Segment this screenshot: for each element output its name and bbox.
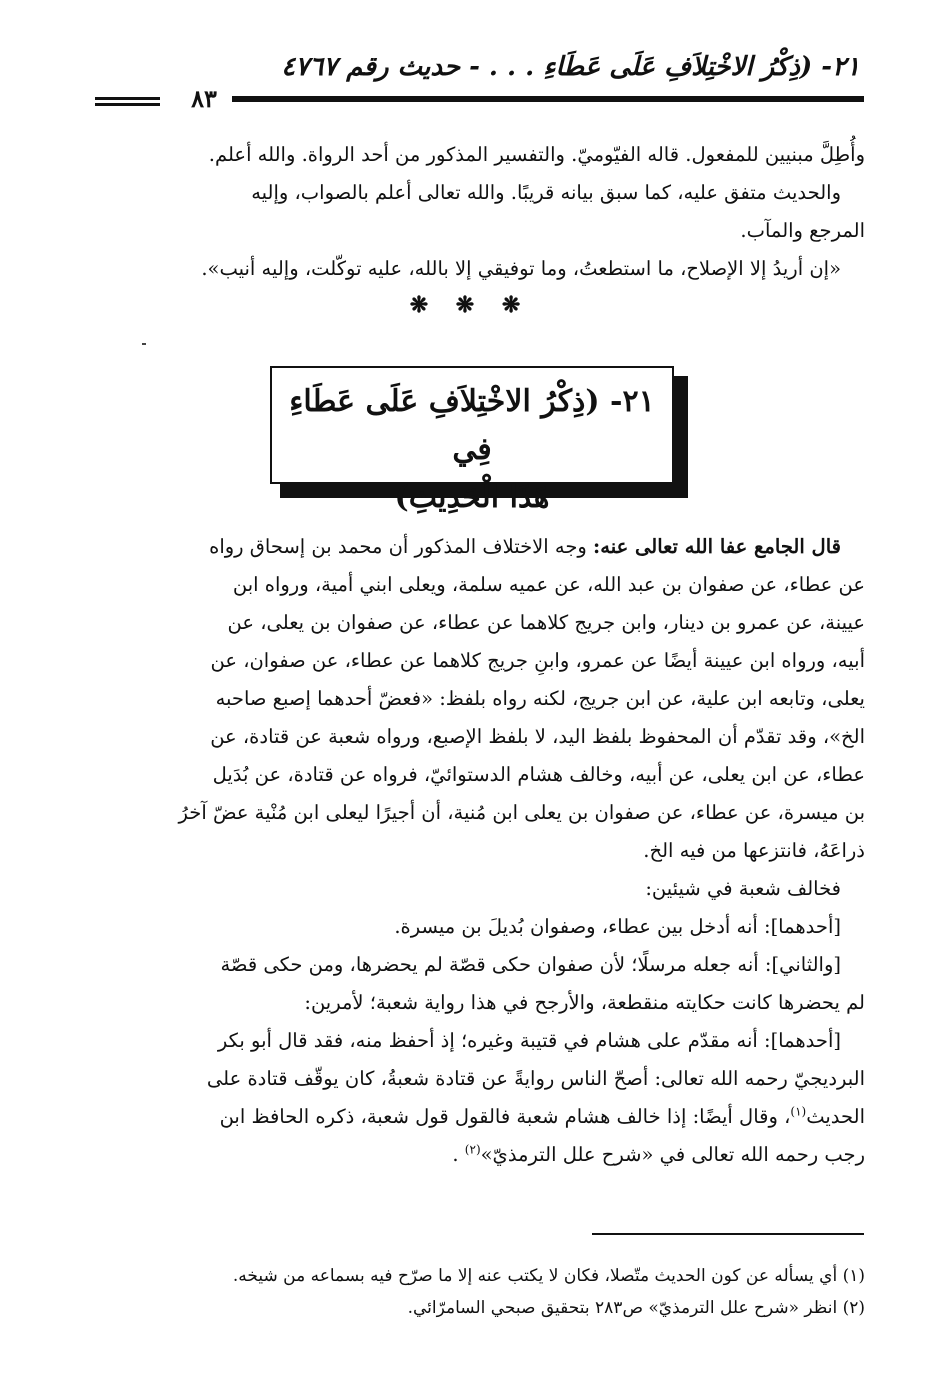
footnote-ref[interactable]: (١) [790, 1104, 807, 1119]
stray-mark [142, 343, 146, 345]
text-line: والحديث متفق عليه، كما سبق بيانه قريبًا. والله تعالى أعلم بالصواب، وإليه [251, 181, 841, 204]
text-line: [أحدهما]: أنه أدخل بين عطاء، وصفوان بُديلَ بن ميسرة. [394, 915, 841, 938]
text-line: بن ميسرة، عن عطاء، عن صفوان بن يعلى ابن مُنية، أن أجيرًا ليعلى ابن مُنْية عضّ آخرُ [178, 801, 865, 824]
text-line: عن عطاء، عن صفوان بن عبد الله، عن عميه سلمة، ويعلى ابني أمية، ورواه ابن [232, 573, 865, 596]
text-line: وأُطِلَّ مبنيين للمفعول. قاله الفيّوميّ. والتفسير المذكور من أحد الرواة. والله أعلم. [208, 143, 865, 166]
footnote-ref[interactable]: (٢) [464, 1142, 481, 1157]
closing-quote-line: «إن أريدُ إلا الإصلاح، ما استطعتُ، وما توفيقي إلا بالله، عليه توكّلت، وإليه أنيب». [201, 257, 841, 280]
text-span: الحديث [806, 1105, 865, 1128]
page-number-rule [95, 97, 160, 106]
text-line: المرجع والمآب. [740, 219, 865, 242]
footnote: (٢) انظر «شرح علل الترمذيّ» ص٢٨٣ بتحقيق صبحي السامرّائي. [407, 1298, 865, 1318]
chapter-title-line: هَذَا الْحَدِيثِ) [394, 480, 550, 515]
chapter-title-box [270, 366, 674, 515]
text-span: ، وقال أيضًا: إذا خالف هشام شعبة فالقول قول شعبة، ذكره الحافظ ابن [219, 1105, 791, 1128]
text-line [95, 1098, 865, 1136]
text-span: . [452, 1143, 465, 1166]
main-paragraphs [95, 528, 865, 1174]
text-line: ذراعَهُ، فانتزعها من فيه الخ. [643, 839, 865, 862]
top-paragraphs [95, 136, 865, 288]
text-line: [أحدهما]: أنه مقدّم على هشام في قتيبة وغيره؛ إذ أحفظ منه، فقد قال أبو بكر [217, 1029, 841, 1052]
text-line: أبيه، ورواه ابن عيينة أيضًا عن عمرو، وابنِ جريج كلاهما عن عطاء، عن صفوان، عن [210, 649, 865, 672]
text-line: الخ»، وقد تقدّم أن المحفوظ بلفظ اليد، لا بلفظ الإصبع، ورواه شعبة عن قتادة، عن [210, 725, 865, 748]
text-line: [والثاني]: أنه جعله مرسلًا؛ لأن صفوان حكى قصّة لم يحضرها، ومن حكى قصّة [220, 953, 841, 976]
section-separator: ❋ ❋ ❋ [409, 292, 531, 318]
text-line: عيينة، عن عمرو بن دينار، وابن جريج كلاهما عن عطاء، عن صفوان بن يعلى، عن [227, 611, 865, 634]
lead-line [95, 528, 865, 566]
text-line: يعلى، وتابعه ابن علية، عن ابن جريج، لكنه رواه بلفظ: «فعضّ أحدهما إصبع صاحبه [215, 687, 865, 710]
lead-text: وجه الاختلاف المذكور أن محمد بن إسحاق رواه [209, 535, 594, 558]
footnotes [95, 1260, 865, 1324]
text-line [95, 1136, 865, 1174]
text-line: عطاء، عن ابن يعلى، عن أبيه، وخالف هشام الدستوائيّ، فرواه عن قتادة، عن بُدَيل [212, 763, 865, 786]
text-line: فخالف شعبة في شيئين: [645, 877, 841, 900]
footnote-rule [592, 1233, 864, 1235]
text-line: البرديجيّ رحمه الله تعالى: أصحّ الناس روايةً عن قتادة شعبةُ، كان يوقّف قتادة على [206, 1067, 865, 1090]
footnote: (١) أي يسأله عن كون الحديث متّصلا، فكان لا يكتب عنه إلا ما صرّح فيه بسماعه من شيخه. [232, 1266, 865, 1286]
text-span: رجب رحمه الله تعالى في «شرح علل الترمذيّ» [480, 1143, 865, 1166]
lead-bold-text: قال الجامع عفا الله تعالى عنه: [593, 535, 841, 558]
page-number: ٨٣ [191, 84, 217, 113]
text-line: لم يحضرها كانت حكايته منقطعة، والأرجح في هذا رواية شعبة؛ لأمرين: [304, 991, 865, 1014]
chapter-title-line: ٢١- (ذِكْرُ الاخْتِلاَفِ عَلَى عَطَاءِ فِي [289, 384, 655, 467]
running-header: ٢١- (ذِكْرُ الاخْتِلاَفِ عَلَى عَطَاءِ . . . - حديث رقم ٤٧٦٧ [281, 52, 860, 82]
header-rule [232, 96, 864, 102]
